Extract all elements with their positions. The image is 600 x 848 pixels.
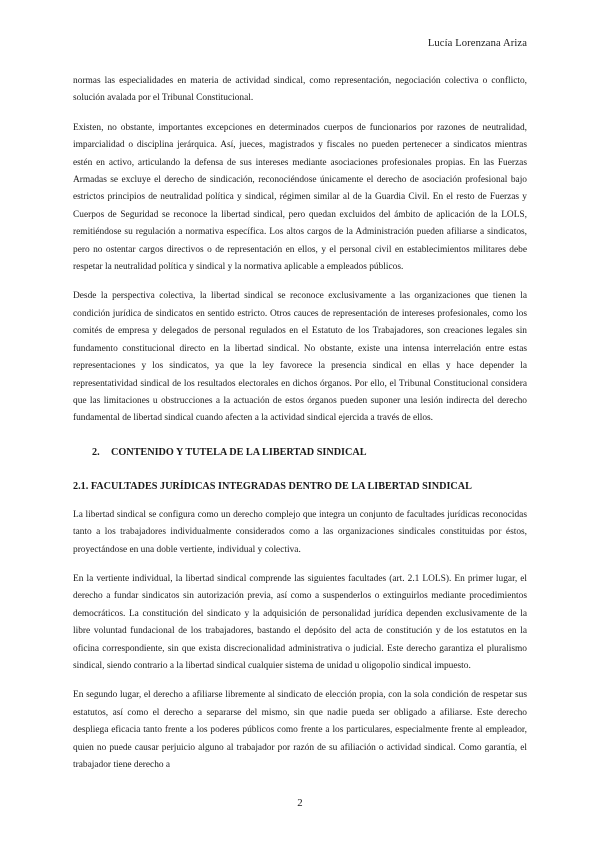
paragraph: Existen, no obstante, importantes excepciones en determinados cuerpos de funcionarios por razones de neutralidad, imparcialidad o disciplina jerárquica. Así, jueces, magistrados y fiscales no pueden pertenecer a sindicatos mientras estén en activo, articulando la defensa de sus intereses mediante asociaciones profesionales propias. En las Fuerzas Armadas se excluye el derecho de sindicación, reconociéndose únicamente el derecho de asociación profesional bajo estrictos principios de neutralidad política y sindical, régimen similar al de la Guardia Civil. En el resto de Fuerzas y Cuerpos de Seguridad se reconoce la libertad sindical, pero quedan excluidos del ámbito de aplicación de la LOLS, remitiéndose su regulación a normativa específica. Los altos cargos de la Administración pueden afiliarse a sindicatos, pero no ostentar cargos directivos o de representación en ellos, y el personal civil en establecimientos militares debe respetar la neutralidad política y sindical y la normativa aplicable a empleados públicos. bbox=[73, 122, 527, 273]
paragraph: La libertad sindical se configura como un derecho complejo que integra un conjunto de facultades jurídicas reconocidas tanto a los trabajadores individualmente considerados como a las organizaciones sindicales constituidas por éstos, proyectándose en una doble vertiente, individual y colectiva. bbox=[73, 509, 527, 555]
paragraph: normas las especialidades en materia de actividad sindical, como representación, negociación colectiva o conflicto, solución avalada por el Tribunal Constitucional. bbox=[73, 76, 527, 104]
document-body bbox=[73, 73, 527, 786]
page-header-author: Lucía Lorenzana Ariza bbox=[427, 38, 527, 49]
section-title: CONTENIDO Y TUTELA DE LA LIBERTAD SINDICAL bbox=[111, 446, 367, 458]
page-number: 2 bbox=[297, 797, 303, 809]
section-number: 2. bbox=[92, 446, 100, 458]
paragraph: Desde la perspectiva colectiva, la libertad sindical se reconoce exclusivamente a las organizaciones que tienen la condición jurídica de sindicatos en sentido estricto. Otros cauces de representación de intereses profesionales, como los comités de empresa y delegados de personal regulados en el Estatuto de los Trabajadores, son creaciones legales sin fundamento constitucional directo en la libertad sindical. No obstante, existe una intensa interrelación entre estas representaciones y los sindicatos, ya que la ley favorece la presencia sindical en ellas y hace depender la representatividad sindical de los resultados electorales en dichos órganos. Por ello, el Tribunal Constitucional considera que las limitaciones u obstrucciones a la actuación de estos órganos pueden suponer una lesión indirecta del derecho fundamental de libertad sindical cuando afecten a la actividad sindical ejercida a través de ellos. bbox=[73, 291, 527, 424]
section-heading bbox=[92, 445, 527, 461]
paragraph: En la vertiente individual, la libertad sindical comprende las siguientes facultades (art. 2.1 LOLS). En primer lugar, el derecho a fundar sindicatos sin autorización previa, así como a suspenderlos o extinguirlos mediante procedimientos democráticos. La constitución del sindicato y la adquisición de personalidad jurídica dependen exclusivamente de la libre voluntad fundacional de los trabajadores, bastando el depósito del acta de constitución y de los estatutos en la oficina correspondiente, sin que exista discrecionalidad administrativa o judicial. Este derecho garantiza el pluralismo sindical, siendo contrario a la libertad sindical cualquier sistema de unidad u oligopolio sindical impuesto. bbox=[73, 573, 527, 671]
subsection-heading: 2.1. FACULTADES JURÍDICAS INTEGRADAS DENTRO DE LA LIBERTAD SINDICAL bbox=[73, 480, 472, 492]
paragraph: En segundo lugar, el derecho a afiliarse libremente al sindicato de elección propia, con la sola condición de respetar sus estatutos, así como el derecho a separarse del mismo, sin que nadie pueda ser obligado a afiliarse. Este derecho despliega eficacia tanto frente a los poderes públicos como frente a los particulares, especialmente frente al empleador, quien no puede causar perjuicio alguno al trabajador por razón de su afiliación o actividad sindical. Como garantía, el trabajador tiene derecho a bbox=[73, 690, 527, 770]
